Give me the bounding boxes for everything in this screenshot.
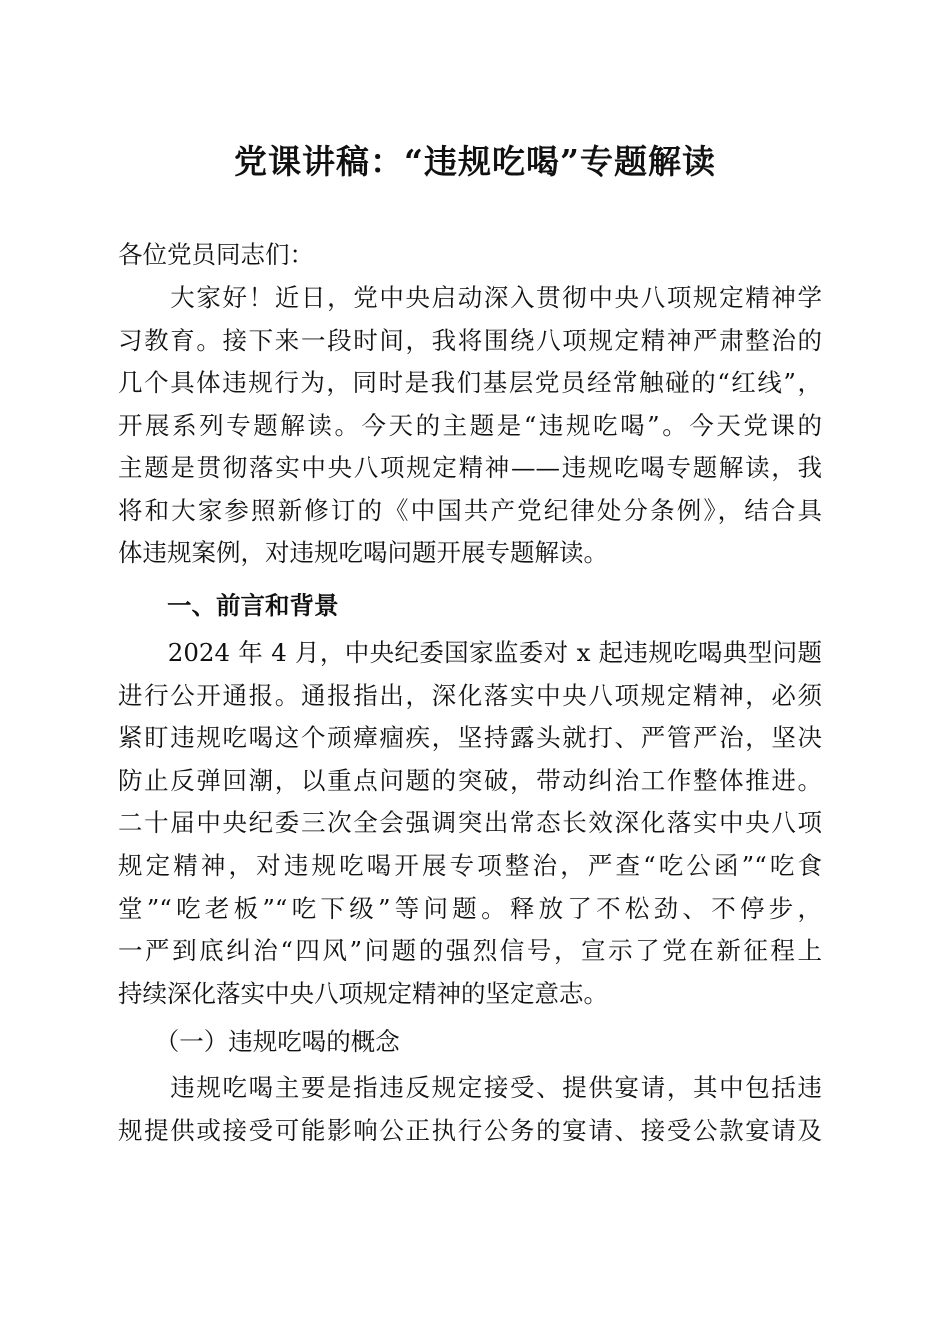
paragraph-line: 主题是贯彻落实中央八项规定精神——违规吃喝专题解读，我 [118,453,822,482]
paragraph-line: 堂”“吃老板”“吃下级”等问题。释放了不松劲、不停步， [118,894,822,923]
paragraph-line: 体违规案例，对违规吃喝问题开展专题解读。 [118,538,608,567]
paragraph-line: 开展系列专题解读。今天的主题是“违规吃喝”。今天党课的 [118,411,822,440]
paragraph-line: 紧盯违规吃喝这个顽瘴痼疾，坚持露头就打、严管严治，坚决 [118,723,822,752]
section-heading: 一、前言和背景 [118,591,339,620]
paragraph-line: 二十届中央纪委三次全会强调突出常态长效深化落实中央八项 [118,808,822,837]
paragraph-line: 一严到底纠治“四风”问题的强烈信号，宣示了党在新征程上 [118,936,822,965]
paragraph-line: 进行公开通报。通报指出，深化落实中央八项规定精神，必须 [118,681,822,710]
document-title: 党课讲稿：“违规吃喝”专题解读 [234,142,716,181]
paragraph-line: 习教育。接下来一段时间，我将围绕八项规定精神严肃整治的 [118,326,822,355]
paragraph-line: 持续深化落实中央八项规定精神的坚定意志。 [118,979,608,1008]
paragraph-line: 大家好！近日，党中央启动深入贯彻中央八项规定精神学 [118,283,822,312]
paragraph-line: 几个具体违规行为，同时是我们基层党员经常触碰的“红线”， [118,368,822,397]
paragraph-line: 规提供或接受可能影响公正执行公务的宴请、接受公款宴请及 [118,1116,822,1145]
salutation: 各位党员同志们： [118,240,314,269]
paragraph-line: 违规吃喝主要是指违反规定接受、提供宴请，其中包括违 [118,1073,822,1102]
paragraph-line: 2024 年 4 月，中央纪委国家监委对 x 起违规吃喝典型问题 [118,638,822,667]
paragraph-line: 防止反弹回潮，以重点问题的突破，带动纠治工作整体推进。 [118,766,822,795]
paragraph-line: 将和大家参照新修订的《中国共产党纪律处分条例》，结合具 [118,496,822,525]
paragraph-line: 规定精神，对违规吃喝开展专项整治，严查“吃公函”“吃食 [118,851,822,880]
subsection-heading: （一）违规吃喝的概念 [118,1027,400,1056]
